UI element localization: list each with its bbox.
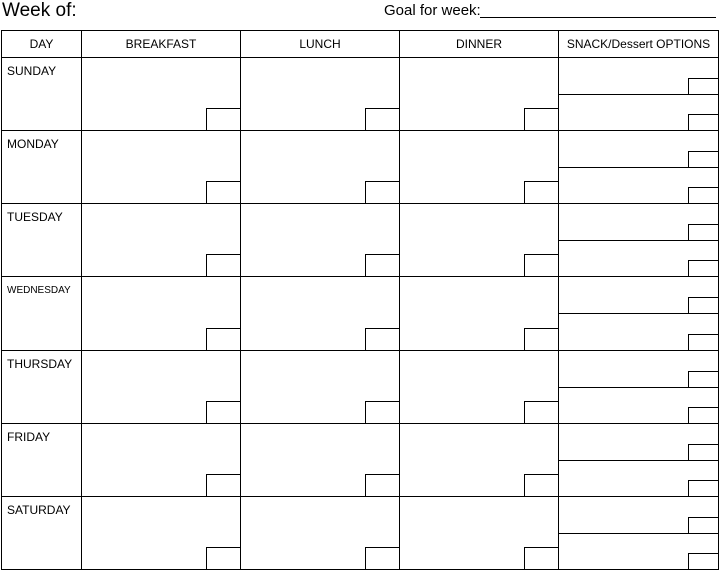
breakfast-cell[interactable] [82, 131, 241, 204]
snack-divider [559, 533, 718, 534]
breakfast-checkbox[interactable] [206, 328, 240, 350]
breakfast-checkbox[interactable] [206, 547, 240, 569]
goal-for-week-line[interactable] [480, 17, 716, 18]
snack-cell[interactable] [559, 277, 719, 350]
snack-cell[interactable] [559, 204, 719, 277]
day-label: FRIDAY [7, 429, 51, 444]
week-of-label: Week of: [2, 0, 77, 21]
lunch-checkbox[interactable] [365, 328, 399, 350]
day-cell-thursday [2, 350, 82, 423]
lunch-checkbox[interactable] [365, 254, 399, 276]
planner-header [0, 0, 719, 30]
day-label: THURSDAY [7, 356, 73, 371]
dinner-cell[interactable] [400, 350, 559, 423]
snack-option-2-checkbox[interactable] [688, 114, 718, 130]
day-cell-tuesday [2, 204, 82, 277]
lunch-cell[interactable] [241, 496, 400, 569]
dinner-checkbox[interactable] [524, 328, 558, 350]
lunch-cell[interactable] [241, 131, 400, 204]
day-label: WEDNESDAY [7, 285, 71, 297]
day-row-saturday [2, 496, 719, 569]
breakfast-cell[interactable] [82, 496, 241, 569]
dinner-checkbox[interactable] [524, 254, 558, 276]
column-header-breakfast: BREAKFAST [82, 31, 241, 58]
breakfast-cell[interactable] [82, 58, 241, 131]
breakfast-checkbox[interactable] [206, 401, 240, 423]
dinner-checkbox[interactable] [524, 108, 558, 130]
breakfast-checkbox[interactable] [206, 108, 240, 130]
snack-cell[interactable] [559, 131, 719, 204]
snack-option-1-checkbox[interactable] [688, 517, 718, 533]
column-header-dinner: DINNER [400, 31, 559, 58]
day-row-wednesday [2, 277, 719, 350]
dinner-checkbox[interactable] [524, 547, 558, 569]
lunch-cell[interactable] [241, 423, 400, 496]
snack-cell[interactable] [559, 350, 719, 423]
snack-option-1-checkbox[interactable] [688, 224, 718, 240]
snack-option-2-checkbox[interactable] [688, 407, 718, 423]
lunch-cell[interactable] [241, 204, 400, 277]
lunch-checkbox[interactable] [365, 108, 399, 130]
breakfast-checkbox[interactable] [206, 254, 240, 276]
snack-option-2-checkbox[interactable] [688, 187, 718, 203]
lunch-checkbox[interactable] [365, 401, 399, 423]
lunch-checkbox[interactable] [365, 547, 399, 569]
day-cell-monday [2, 131, 82, 204]
snack-option-2-checkbox[interactable] [688, 480, 718, 496]
lunch-checkbox[interactable] [365, 181, 399, 203]
breakfast-checkbox[interactable] [206, 181, 240, 203]
snack-divider [559, 94, 718, 95]
snack-divider [559, 387, 718, 388]
snack-cell[interactable] [559, 423, 719, 496]
snack-option-2-checkbox[interactable] [688, 553, 718, 569]
breakfast-checkbox[interactable] [206, 474, 240, 496]
snack-cell[interactable] [559, 58, 719, 131]
day-row-sunday [2, 58, 719, 131]
snack-divider [559, 460, 718, 461]
day-label: MONDAY [7, 137, 59, 152]
dinner-cell[interactable] [400, 496, 559, 569]
snack-option-2-checkbox[interactable] [688, 334, 718, 350]
day-cell-friday [2, 423, 82, 496]
day-row-tuesday [2, 204, 719, 277]
dinner-checkbox[interactable] [524, 474, 558, 496]
snack-option-2-checkbox[interactable] [688, 260, 718, 276]
lunch-cell[interactable] [241, 350, 400, 423]
day-label: SATURDAY [7, 502, 71, 517]
goal-for-week-label: Goal for week: [384, 2, 481, 19]
dinner-checkbox[interactable] [524, 181, 558, 203]
day-cell-saturday [2, 496, 82, 569]
column-header-snack: SNACK/Dessert OPTIONS [559, 31, 719, 58]
snack-option-1-checkbox[interactable] [688, 444, 718, 460]
day-row-friday [2, 423, 719, 496]
dinner-cell[interactable] [400, 58, 559, 131]
snack-option-1-checkbox[interactable] [688, 371, 718, 387]
meal-planner-table [1, 30, 719, 570]
day-cell-sunday [2, 58, 82, 131]
lunch-cell[interactable] [241, 58, 400, 131]
dinner-cell[interactable] [400, 423, 559, 496]
snack-divider [559, 167, 718, 168]
day-cell-wednesday [2, 277, 82, 350]
snack-option-1-checkbox[interactable] [688, 78, 718, 94]
lunch-checkbox[interactable] [365, 474, 399, 496]
breakfast-cell[interactable] [82, 204, 241, 277]
dinner-cell[interactable] [400, 277, 559, 350]
day-row-monday [2, 131, 719, 204]
snack-divider [559, 313, 718, 314]
breakfast-cell[interactable] [82, 423, 241, 496]
breakfast-cell[interactable] [82, 350, 241, 423]
dinner-cell[interactable] [400, 204, 559, 277]
snack-divider [559, 240, 718, 241]
lunch-cell[interactable] [241, 277, 400, 350]
snack-option-1-checkbox[interactable] [688, 151, 718, 167]
column-header-day: DAY [2, 31, 82, 58]
dinner-cell[interactable] [400, 131, 559, 204]
table-header-row [2, 31, 719, 58]
snack-cell[interactable] [559, 496, 719, 569]
day-label: SUNDAY [7, 64, 57, 78]
dinner-checkbox[interactable] [524, 401, 558, 423]
day-row-thursday [2, 350, 719, 423]
snack-option-1-checkbox[interactable] [688, 297, 718, 313]
column-header-lunch: LUNCH [241, 31, 400, 58]
breakfast-cell[interactable] [82, 277, 241, 350]
day-label: TUESDAY [7, 210, 63, 225]
